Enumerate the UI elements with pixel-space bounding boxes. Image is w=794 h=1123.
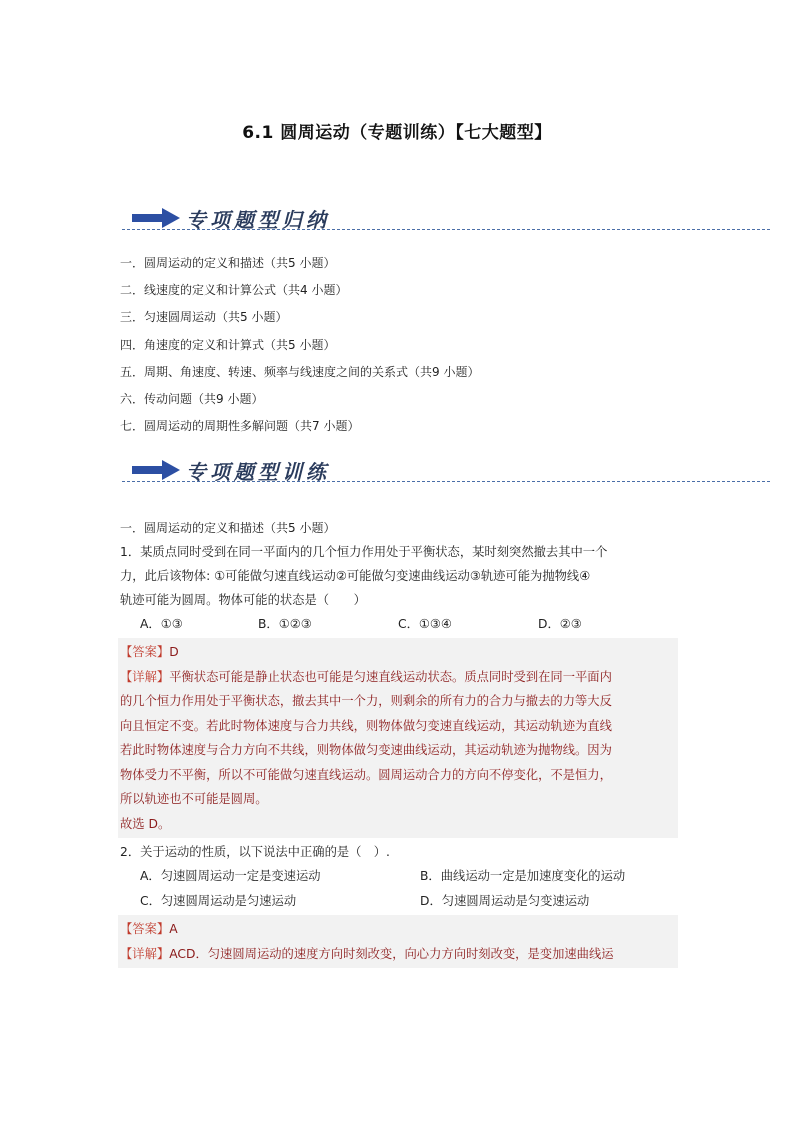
detail-line [120,942,676,967]
answer-line [120,640,676,665]
answer-label: 【答案】 [120,645,170,659]
option-d: D．匀速圆周运动是匀变速运动 [420,893,590,908]
detail-text: 平衡状态可能是静止状态也可能是匀速直线运动状态。质点同时受到在同一平面内 [169,669,612,684]
detail-conclusion: 故选 D。 [120,816,171,831]
arrow-right-icon [132,208,180,228]
topic-item: 一．圆周运动的定义和描述（共5 小题） [120,256,336,270]
question-2-options [118,864,678,913]
detail-text: ACD．匀速圆周运动的速度方向时刻改变，向心力方向时刻改变，是变加速曲线运 [169,946,614,961]
question-line: 力，此后该物体: ①可能做匀速直线运动②可能做匀变速曲线运动③轨迹可能为抛物线④ [120,569,591,583]
topic-item: 四．角速度的定义和计算式（共5 小题） [120,337,336,352]
topic-item: 三．匀速圆周运动（共5 小题） [120,310,288,325]
question-content [118,516,678,968]
question-1-answer-box [118,638,678,838]
option-c: C．①③④ [398,617,452,631]
arrow-right-icon [132,460,180,480]
option-b: B．曲线运动一定是加速度变化的运动 [420,869,626,883]
question-1-options [118,612,678,636]
option-d: D．②③ [538,617,582,631]
option-c: C．匀速圆周运动是匀速运动 [140,893,297,908]
option-a: A．①③ [140,617,183,631]
answer-line [120,917,676,942]
answer-value: A [169,922,178,936]
banner-divider [122,481,770,482]
banner-title: 专项题型训练 [186,460,330,484]
section-heading: 一．圆周运动的定义和描述（共5 小题） [120,521,336,535]
topic-item: 二．线速度的定义和计算公式（共4 小题） [120,283,348,298]
topic-item: 七．圆周运动的周期性多解问题（共7 小题） [120,419,360,434]
detail-text: 物体受力不平衡，所以不可能做匀速直线运动。圆周运动合力的方向不停变化，不是恒力， [120,767,612,782]
question-2-answer-box [118,915,678,968]
detail-label: 【详解】 [120,946,170,961]
option-b: B．①②③ [258,617,312,631]
detail-text: 向且恒定不变。若此时物体速度与合力共线，则物体做匀变速直线运动，其运动轨迹为直线 [120,718,612,733]
section-banner-training [118,452,770,492]
section-banner-summary [118,200,770,240]
question-line: 1．某质点同时受到在同一平面内的几个恒力作用处于平衡状态，某时刻突然撤去其中一个 [120,545,608,559]
detail-text: 所以轨迹也不可能是圆周。 [120,792,268,806]
question-2-stem: 2．关于运动的性质，以下说法中正确的是（ ）. [120,845,390,859]
answer-value: D [169,645,179,659]
detail-line [120,665,676,690]
detail-text: 若此时物体速度与合力方向不共线，则物体做匀变速曲线运动，其运动轨迹为抛物线。因为 [120,743,612,757]
answer-label: 【答案】 [120,922,170,936]
topic-list [120,250,680,440]
option-a: A．匀速圆周运动一定是变速运动 [140,869,321,883]
detail-label: 【详解】 [120,669,170,684]
question-1-stem [118,540,678,612]
banner-title: 专项题型归纳 [186,208,330,232]
banner-divider [122,229,770,230]
question-line: 轨迹可能为圆周。物体可能的状态是（ ） [120,593,366,607]
topic-item: 五．周期、角速度、转速、频率与线速度之间的关系式（共9 小题） [120,364,480,379]
page-title: 6.1 圆周运动（专题训练）【七大题型】 [242,123,552,143]
detail-text: 的几个恒力作用处于平衡状态，撤去其中一个力，则剩余的所有力的合力与撤去的力等大反 [120,694,612,708]
topic-item: 六．传动问题（共9 小题） [120,392,264,407]
